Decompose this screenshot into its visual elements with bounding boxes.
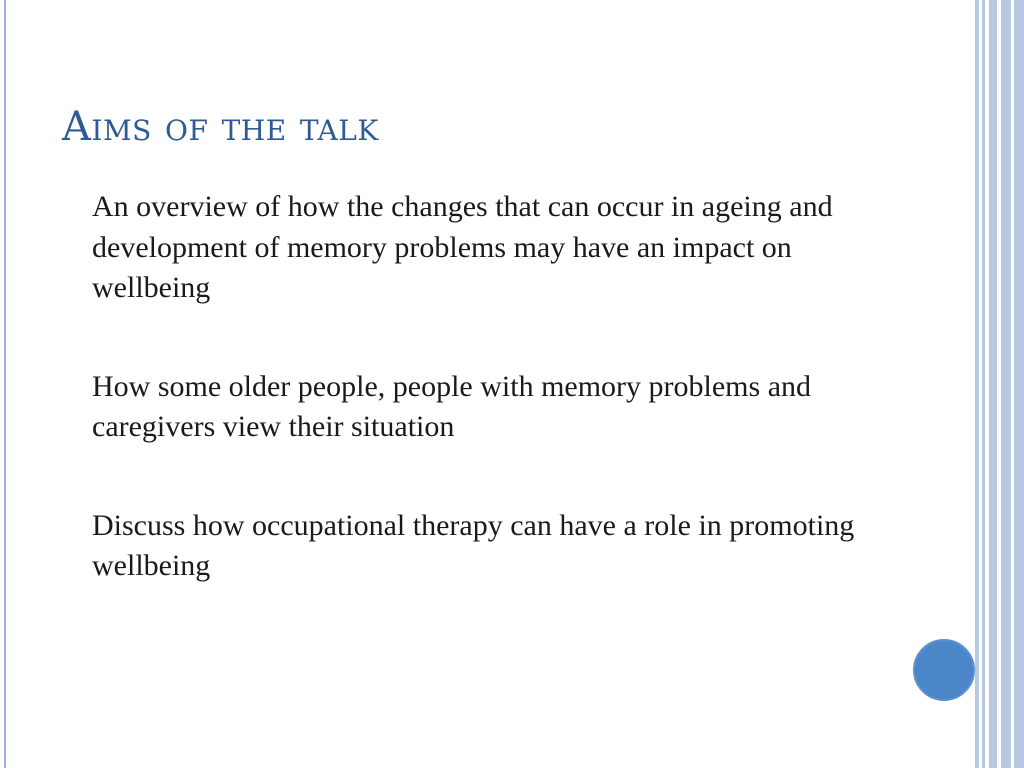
decorative-circle bbox=[913, 639, 975, 701]
slide-title: Aims of the talk bbox=[62, 104, 379, 150]
paragraph-3: Discuss how occupational therapy can have a role in promoting wellbeing bbox=[92, 508, 855, 582]
stripe bbox=[1001, 0, 1011, 768]
right-decorative-stripes bbox=[975, 0, 1024, 768]
stripe bbox=[1014, 0, 1024, 768]
paragraph-2: How some older people, people with memory problems and caregivers view their situation bbox=[92, 369, 812, 443]
paragraph-1: An overview of how the changes that can occur in ageing and development of memory problems may have an impact on wellbeing bbox=[92, 190, 833, 304]
slide-body bbox=[92, 187, 892, 645]
stripe bbox=[989, 0, 997, 768]
left-border-stripe bbox=[0, 0, 6, 768]
